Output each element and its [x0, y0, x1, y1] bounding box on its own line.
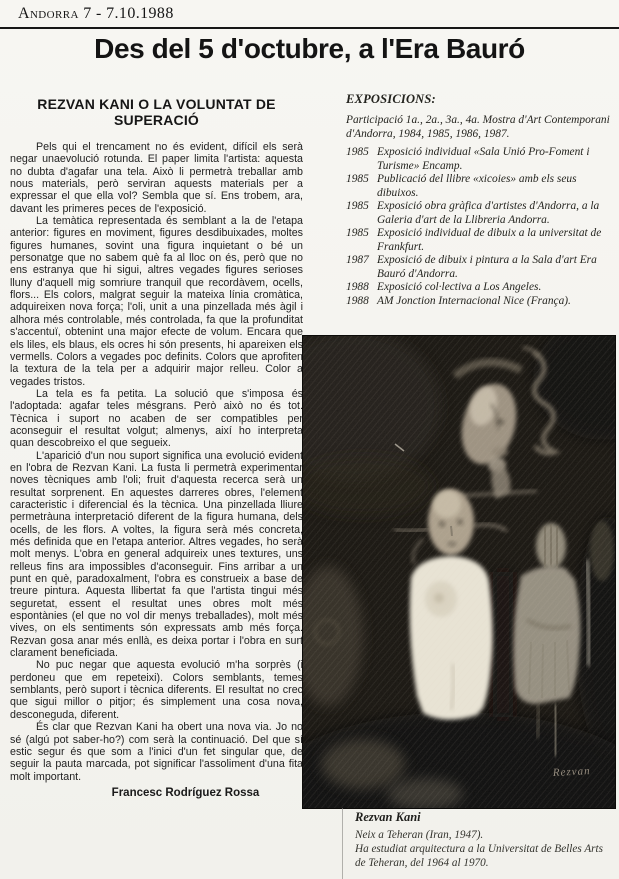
exposition-year: 1987 [346, 254, 369, 266]
exposition-year: 1985 [346, 173, 369, 185]
exposition-text: Exposició individual «Sala Unió Pro-Foment i Turisme» Encamp. [377, 146, 590, 172]
article-paragraph: La tela es fa petita. La solució que s'imposa és l'adoptada: agafar teles mésgrans. Però això no és tot. Tècnica i suport no acaben de ser compatibles per aconseguir el resultat volgut; almenys, així ho interpreta quan descobreixo el que segueix. [10, 387, 303, 450]
exposition-year: 1985 [346, 146, 369, 158]
scan-fold-line [342, 808, 343, 879]
article-column [10, 96, 303, 799]
painting-image [303, 336, 615, 808]
exposition-item [346, 173, 612, 200]
exposition-item [346, 254, 612, 281]
exposition-text: Exposició obra gràfica d'artistes d'Andorra, a la Galeria d'art de la Llibreria Andorra. [377, 200, 600, 226]
exposition-text: Exposició individual de dibuix a la universitat de Frankfurt. [377, 227, 602, 253]
exposition-item [346, 227, 612, 254]
exposition-item [346, 146, 612, 173]
exposition-item [346, 295, 612, 309]
exposition-text: AM Jonction Internacional Nice (França). [377, 294, 571, 307]
artwork-caption-name: Rezvan Kani [355, 810, 421, 824]
exposition-item [346, 281, 612, 295]
article-paragraph: No puc negar que aquesta evolució m'ha sorprès (i perdoneu que em repeteixi). Colors semblants, temes semblants, però suport i tècnica diferents. El resultat no crec que sigui millor o pitjor; és simplement una cosa nova, desconeguda, diferent. [10, 659, 303, 721]
painting-signature: Rezvan [552, 765, 591, 779]
artwork-bio-line: Neix a Teheran (Iran, 1947). [355, 829, 484, 841]
exposition-text: Exposició de dibuix i pintura a la Sala d'art Era Bauró d'Andorra. [377, 254, 597, 280]
expositions-list [346, 146, 612, 308]
painting-photo [303, 336, 615, 808]
exposition-year: 1985 [346, 200, 369, 212]
expositions-heading: EXPOSICIONS: [346, 92, 436, 106]
article-paragraph: Pels qui el trencament no és evident, difícil els serà negar unaevolució rotunda. El paper limita l'artista: aquesta no dubta d'agafar una tela. Això li permetrà treballar amb nous materials, però serviran aquests materials per a expressar el que ella vol? Sembla que sí. Ens trobem, ara, davant les primeres peces de l'exposició. [10, 141, 303, 215]
exposition-item [346, 200, 612, 227]
artwork-bio [355, 829, 613, 870]
exposition-year: 1988 [346, 281, 369, 293]
artwork-bio-line: Ha estudiat arquitectura a la Universitat de Belles Arts de Teheran, del 1964 al 1970. [355, 842, 603, 869]
exposition-year: 1988 [346, 294, 369, 307]
page-headline: Des del 5 d'octubre, a l'Era Bauró [94, 33, 525, 64]
masthead-rule [0, 27, 619, 29]
article-paragraph: L'aparició d'un nou suport significa una evolució evident en l'obra de Rezvan Kani. La fusta li permetrà experimentar noves tècniques amb l'oli; fruit d'aquesta recerca serà un resultat sorprenent. En aquestes darreres obres, l'element caracteristic i diferencial és la tècnica. Una pinzellada lliure permetràuna interpretació diferent de la figura humana, dels ocells, de les flors. A voltes, la figura serà més concreta, més definida que en l'etapa anterior. Altres vegades, ho serà molt menys. L'obra en general adquireix unes textures, uns relleus fins ara impossibles d'aconseguir. Fins arribar a un punt en què, paradoxalment, l'obra es construeix a base de treure pintura. Aquesta llibertat fa que l'artista tingui més seguretat, essent el resultat unes obres molt més espontànies (el que no vol dir menys treballades), molt més vives, on els sentiments són expressats amb més força. Rezvan gosa anar més enllà, es deixa portar i l'obra en surt clarament beneficiada. [10, 449, 303, 660]
expositions-intro: Participació 1a., 2a., 3a., 4a. Mostra d'Art Contemporani d'Andorra, 1984, 1985, 1986, 1987. [346, 114, 610, 140]
exposition-text: Exposició col·lectiva a Los Angeles. [377, 281, 542, 293]
exposition-year: 1985 [346, 227, 369, 239]
article-title: REZVAN KANI O LA VOLUNTAT DE SUPERACIÓ [37, 96, 276, 128]
article-paragraph: La temàtica representada és semblant a la de l'etapa anterior: figures en moviment, figures desdibuixades, moltes figures humanes, sovint una figura inquietant o bé un personatge que no sabem què fa al lloc on és, però que no ens estranya que hi sigui, altres vegades figures serioses lluny d'aquell mig somriure tranquil que recordàvem, ocells, flors... Els colors, malgrat seguir la mateixa línia cromàtica, adquireixen nova força; l'oli, unit a una pinzellada més àgil i alhora més controlable, més controlada, fa que la profunditat s'accentuï, obtenint una major efecte de volum. Encara que els liles, els blaus, els ocres hi són presents, hi apareixen els vermells. Colors a vegades poc definits. Colors que aprofiten la textura de la tela per a adquirir major relleu. Color a vegades tristos. [10, 215, 303, 388]
expositions-column [346, 92, 612, 308]
article-body [10, 141, 303, 783]
masthead: Andorra 7 - 7.10.1988 [18, 5, 174, 22]
exposition-text: Publicació del llibre «xicoies» amb els seus dibuixos. [377, 173, 577, 199]
article-paragraph: És clar que Rezvan Kani ha obert una nova via. Jo no sé (algú pot saber-ho?) com serà la continuació. Del que sí estic segur és que som a l'inici d'un fet singular que, de seguir la pauta marcada, pot significar l'assoliment d'una fita molt important. [10, 721, 303, 783]
article-byline: Francesc Rodríguez Rossa [111, 786, 260, 799]
